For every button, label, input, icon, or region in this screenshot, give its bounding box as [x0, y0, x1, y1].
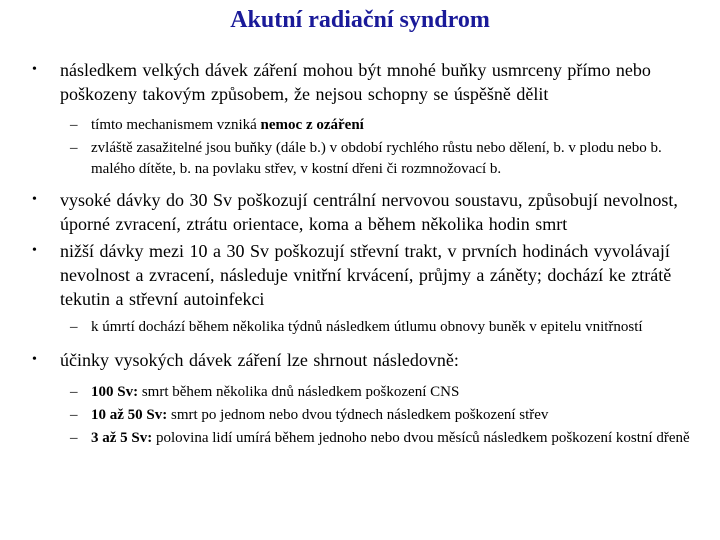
bullet-item: [32, 239, 705, 311]
dash-marker: –: [70, 140, 78, 156]
dose-label: 3 až 5 Sv:: [91, 430, 153, 446]
dash-marker: –: [70, 430, 78, 446]
bullet-marker: •: [32, 352, 37, 367]
sub-bullet-text: tímto mechanismem vzniká: [91, 117, 261, 133]
slide-content: [0, 58, 720, 449]
dash-marker: –: [70, 117, 78, 133]
sub-bullet-text: k úmrtí dochází během několika týdnů následkem útlumu obnovy buněk v epitelu vnitřností: [91, 319, 643, 335]
sub-bullet-item: [70, 317, 706, 338]
sub-bullet-emphasis: nemoc z ozáření: [260, 117, 364, 133]
sub-bullet-text: smrt během několika dnů následkem poškození CNS: [138, 384, 460, 400]
bullet-item: [32, 348, 705, 372]
dose-label: 100 Sv:: [91, 384, 139, 400]
sub-bullet-item: [70, 405, 706, 426]
sub-bullet-text: smrt po jednom nebo dvou týdnech následkem poškození střev: [167, 407, 549, 423]
bullet-text: vysoké dávky do 30 Sv poškozují centrální nervovou soustavu, způsobují nevolnost, úporné zvracení, ztrátu orientace, koma a během několika hodin smrt: [60, 190, 678, 234]
sub-bullet-item: [70, 138, 706, 180]
bullet-text: následkem velkých dávek záření mohou být mnohé buňky usmrceny přímo nebo poškozeny takovým způsobem, že nejsou schopny se úspěšně dělit: [60, 60, 651, 104]
sub-bullet-text: zvláště zasažitelné jsou buňky (dále b.) v období rychlého růstu nebo dělení, b. v plodu nebo b. malého dítěte, b. na povlaku střev, v kostní dřeni či rozmnožovací b.: [91, 140, 662, 177]
dose-label: 10 až 50 Sv:: [91, 407, 168, 423]
bullet-marker: •: [32, 192, 37, 207]
dash-marker: –: [70, 407, 78, 423]
sub-bullet-item: [70, 428, 706, 449]
bullet-item: [32, 188, 705, 236]
sub-bullet-item: [70, 382, 706, 403]
dash-marker: –: [70, 384, 78, 400]
bullet-text: nižší dávky mezi 10 a 30 Sv poškozují střevní trakt, v prvních hodinách vyvolávají nevolnost a zvracení, následuje vnitřní krvácení, průjmy a záněty; dochází ke ztrátě tekutin a střevní autoinfekci: [60, 241, 672, 309]
sub-bullet-text: polovina lidí umírá během jednoho nebo dvou měsíců následkem poškození kostní dřeně: [152, 430, 690, 446]
sub-bullet-item: [70, 115, 706, 136]
slide-title: Akutní radiační syndrom: [230, 7, 490, 33]
dash-marker: –: [70, 319, 78, 335]
bullet-item: [32, 58, 705, 106]
bullet-text: účinky vysokých dávek záření lze shrnout následovně:: [60, 350, 459, 370]
bullet-marker: •: [32, 243, 37, 258]
bullet-marker: •: [32, 62, 37, 77]
